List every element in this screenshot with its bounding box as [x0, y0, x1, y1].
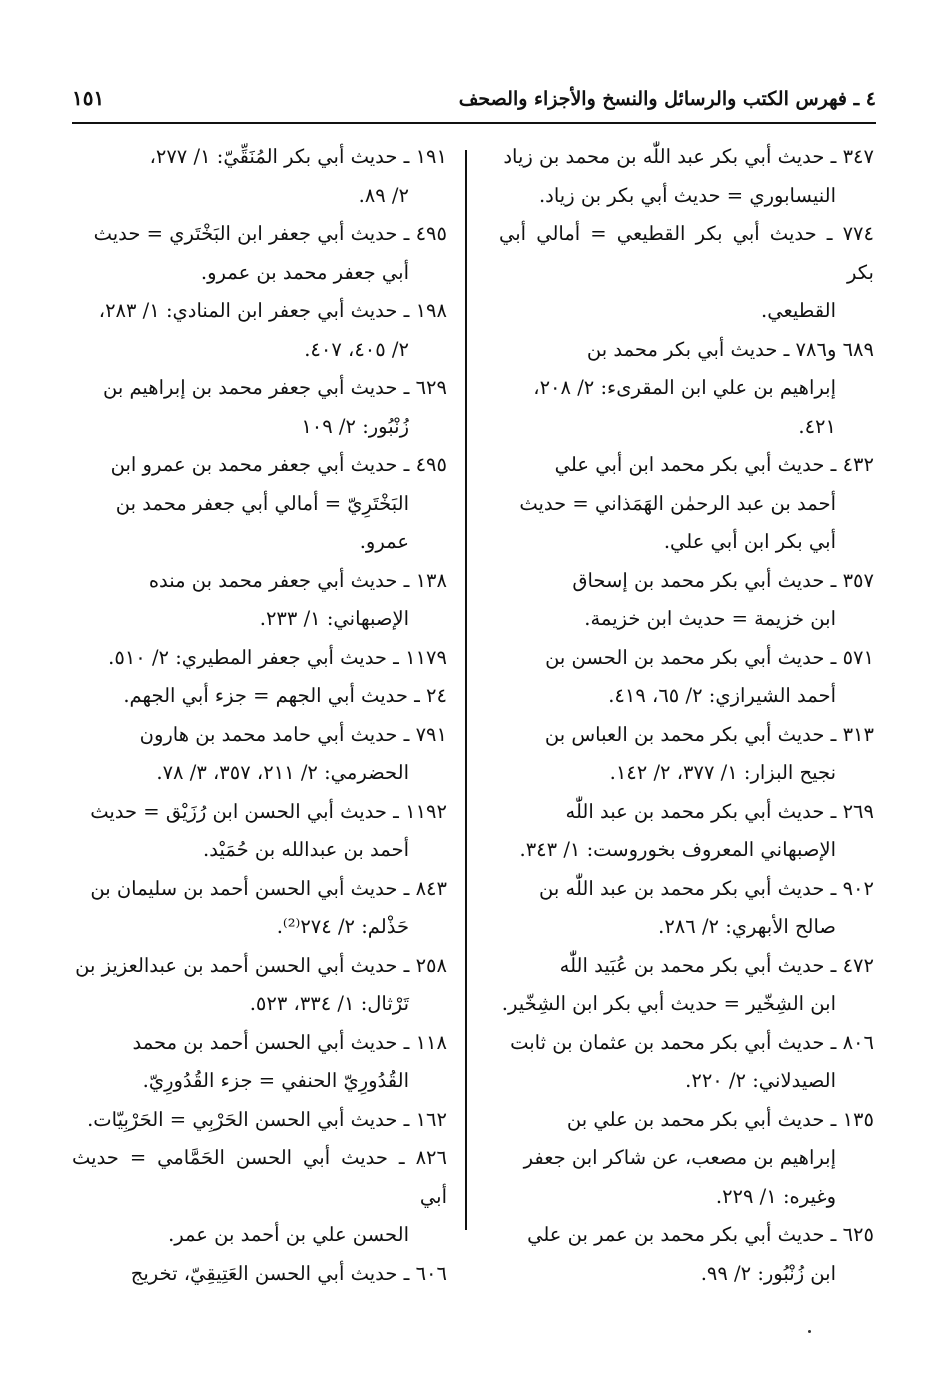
index-entry-text: ٦٠٦ ـ حديث أبي الحسن العَتِيقِيّ، تخريج: [130, 1261, 447, 1285]
index-entry: [499, 331, 874, 447]
index-entry: [72, 1101, 447, 1140]
index-entry-text: ١١٨ ـ حديث أبي الحسن أحمد بن محمد: [132, 1030, 447, 1054]
index-entry-text: ٨٢٦ ـ حديث أبي الحسن الحَمَّامي = حديث أبي: [72, 1146, 447, 1208]
index-entry: [499, 138, 874, 215]
index-entry-text: ٧٩١ ـ حديث أبي حامد محمد بن هارون: [139, 722, 447, 746]
index-entry: [499, 446, 874, 562]
index-entry-continuation: أبي بكر ابن أبي علي.: [663, 530, 836, 553]
index-entry: [72, 138, 447, 215]
index-entry: [499, 1024, 874, 1101]
page-header: [72, 84, 876, 120]
index-entry-continuation: القطيعي.: [761, 299, 836, 322]
index-entry-text: ٣٤٧ ـ حديث أبي بكر عبد اللّٰه بن محمد بن زياد: [503, 145, 874, 168]
index-entry-text: ١٩٨ ـ حديث أبي جعفر ابن المنادي: ١/ ٢٨٣،: [98, 299, 447, 322]
index-entry-text: ٩٠٢ ـ حديث أبي بكر محمد بن عبد اللّٰه بن: [539, 876, 874, 900]
index-entry-continuation: إبراهيم بن مصعب، عن شاكر ابن جعفر: [523, 1146, 836, 1169]
index-entry-text: ١٣٨ ـ حديث أبي جعفر محمد بن منده: [148, 568, 447, 592]
index-entry-text: ١١٩٢ ـ حديث أبي الحسن ابن رُزَيْق = حديث: [90, 799, 447, 823]
header-rule: [72, 122, 876, 124]
index-entry-text: ١١٧٩ ـ حديث أبي جعفر المطيري: ٢/ ٥١٠.: [108, 645, 447, 669]
index-entry-continuation: الحسن علي بن أحمد بن عمر.: [168, 1223, 409, 1246]
index-entry: [72, 292, 447, 369]
index-entry: [72, 562, 447, 639]
index-entry-text: ٨٤٣ ـ حديث أبي الحسن أحمد بن سليمان بن: [90, 876, 447, 900]
index-entry: [499, 793, 874, 870]
index-entry-continuation: تَرْثال: ١/ ٣٣٤، ٥٢٣.: [249, 992, 409, 1015]
index-entry: [499, 215, 874, 331]
index-entry-continuation: ابن زُنْبُور: ٢/ ٩٩.: [700, 1261, 836, 1285]
page-mark: [808, 1330, 811, 1333]
index-entry-continuation: إبراهيم بن علي ابن المقرىء: ٢/ ٢٠٨،: [533, 376, 836, 399]
index-entry: [72, 793, 447, 870]
index-entry-continuation: ابن الشِخّير = حديث أبي بكر ابن الشِخّير.: [501, 992, 836, 1015]
index-entry: [499, 716, 874, 793]
right-column: [499, 138, 874, 1293]
index-entry-text: ٢٦٩ ـ حديث أبي بكر محمد بن عبد اللّٰه: [565, 799, 874, 823]
column-divider: [465, 150, 467, 1230]
index-entry-continuation: النيسابوري = حديث أبي بكر بن زياد.: [538, 183, 836, 207]
index-entry-text: ٣٥٧ ـ حديث أبي بكر محمد بن إسحاق: [572, 568, 874, 592]
index-entry: [72, 446, 447, 562]
index-entry: [499, 947, 874, 1024]
index-entry: [499, 870, 874, 947]
index-entry-continuation: حَذْلم: ٢/ ٢٧٤⁽²⁾.: [276, 915, 409, 938]
index-entry-continuation: ٢/ ٨٩.: [358, 183, 409, 207]
left-column: [72, 138, 447, 1293]
index-entry: [499, 1216, 874, 1293]
running-title: ٤ ـ فهرس الكتب والرسائل والنسخ والأجزاء والصحف: [458, 88, 876, 110]
index-entry: [72, 870, 447, 947]
index-entry-continuation: ٤٢١.: [798, 414, 836, 438]
page-number: ١٥١: [72, 86, 105, 110]
index-entry-continuation: الإصبهاني المعروف بخوروست: ١/ ٣٤٣.: [519, 838, 836, 861]
index-entry-continuation: الصيدلاني: ٢/ ٢٢٠.: [685, 1069, 836, 1092]
index-entry: [72, 1139, 447, 1255]
index-entry-text: ٣١٣ ـ حديث أبي بكر محمد بن العباس بن: [544, 722, 874, 746]
index-entry-continuation: صالح الأبهري: ٢/ ٢٨٦.: [658, 915, 836, 938]
index-entry-text: ١٣٥ ـ حديث أبي بكر محمد بن علي بن: [566, 1107, 874, 1131]
index-entry-text: ٤٧٢ ـ حديث أبي بكر محمد بن عُبَيد اللّٰه: [559, 953, 874, 977]
index-entry-text: ٤٩٥ ـ حديث أبي جعفر محمد بن عمرو ابن: [110, 453, 447, 476]
index-entry-continuation: ٢/ ٤٠٥، ٤٠٧.: [304, 337, 409, 361]
index-entry-continuation: زُنْبُور: ٢/ ١٠٩: [301, 414, 409, 438]
index-entry-continuation: عمرو.: [359, 530, 409, 553]
index-entry: [499, 562, 874, 639]
index-entry-continuation: أحمد الشيرازي: ٢/ ٦٥، ٤١٩.: [608, 684, 836, 707]
index-entry: [72, 1255, 447, 1294]
index-entry-text: ٦٢٥ ـ حديث أبي بكر محمد بن عمر بن علي: [527, 1223, 874, 1246]
index-entry-continuation: البَخْتَرِيّ = أمالي أبي جعفر محمد بن: [115, 491, 409, 515]
index-entry: [72, 947, 447, 1024]
index-entry-continuation: نجيح البزار: ١/ ٣٧٧، ٢/ ١٤٢.: [609, 761, 836, 784]
index-entry-text: ١٩١ ـ حديث أبي بكر المُنَقِّيّ: ١/ ٢٧٧،: [149, 145, 447, 168]
index-entry: [72, 677, 447, 716]
index-entry: [72, 716, 447, 793]
index-entry-text: ٢٥٨ ـ حديث أبي الحسن أحمد بن عبدالعزيز بن: [75, 953, 447, 977]
index-entry-continuation: الإصبهاني: ١/ ٢٣٣.: [259, 607, 409, 630]
index-entry-text: ٦٢٩ ـ حديث أبي جعفر محمد بن إبراهيم بن: [102, 376, 447, 399]
index-entry-text: ٤٣٢ ـ حديث أبي بكر محمد ابن أبي علي: [554, 453, 874, 476]
index-entry-text: ٧٧٤ ـ حديث أبي بكر القطيعي = أمالي أبي بكر: [499, 222, 874, 284]
index-entry: [72, 215, 447, 292]
index-entry-text: ٨٠٦ ـ حديث أبي بكر محمد بن عثمان بن ثابت: [510, 1030, 874, 1054]
index-entry-continuation: أحمد بن عبدالله بن حُمَيْد.: [203, 838, 409, 861]
index-entry: [72, 369, 447, 446]
index-entry-continuation: الحضرمي: ٢/ ٢١١، ٣٥٧، ٣/ ٧٨.: [156, 761, 409, 784]
index-entry: [499, 1101, 874, 1217]
index-entry-text: ٥٧١ ـ حديث أبي بكر محمد بن الحسن بن: [545, 645, 874, 669]
index-entry: [72, 1024, 447, 1101]
index-entry-text: ٢٤ ـ حديث أبي الجهم = جزء أبي الجهم.: [123, 684, 447, 707]
index-entry-continuation: القُدُورِيّ الحنفي = جزء القُدُورِيّ.: [142, 1069, 409, 1092]
index-entry-continuation: أبي جعفر محمد بن عمرو.: [200, 260, 409, 284]
index-entry-continuation: وغيره: ١/ ٢٢٩.: [715, 1184, 836, 1208]
index-entry-continuation: أحمد بن عبد الرحمٰن الهَمَذاني = حديث: [519, 491, 836, 515]
index-entry: [72, 639, 447, 678]
index-entry-text: ٤٩٥ ـ حديث أبي جعفر ابن البَخْتَري = حديث: [93, 222, 447, 245]
index-entry: [499, 639, 874, 716]
index-entry-text: ٦٨٩ و٧٨٦ ـ حديث أبي بكر محمد بن: [586, 337, 874, 361]
index-entry-continuation: ابن خزيمة = حديث ابن خزيمة.: [584, 607, 836, 630]
index-entry-text: ١٦٢ ـ حديث أبي الحسن الحَرْبِي = الحَرْبِيّات.: [87, 1107, 447, 1131]
